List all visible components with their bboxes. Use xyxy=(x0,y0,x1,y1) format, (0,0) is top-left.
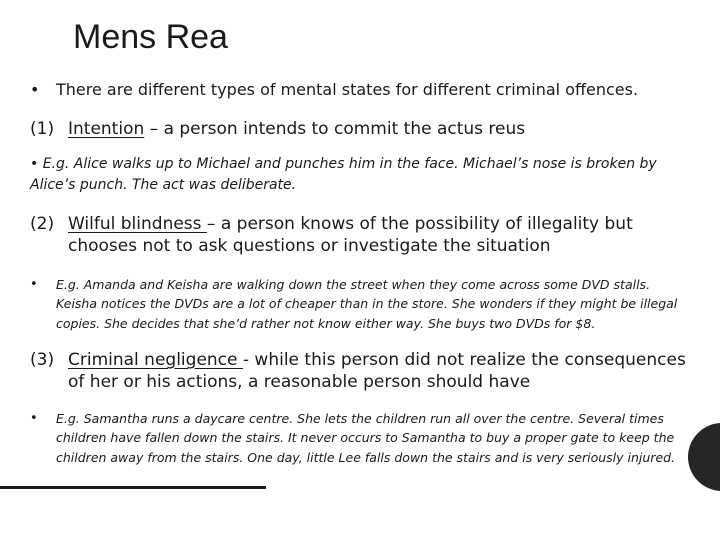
section-wilful-blindness-heading xyxy=(30,213,706,257)
section-criminal-negligence-example xyxy=(30,409,706,467)
page-title: Mens Rea xyxy=(73,18,228,56)
example-text: E.g. Samantha runs a daycare centre. She lets the children run all over the centre. Several times children have fallen down the stairs. It never occurs to Samantha to buy a proper gate to keep the children away from the stairs. One day, little Lee falls down the stairs and is very seriously injured. xyxy=(56,411,676,465)
section-intention-heading xyxy=(30,118,706,140)
section-number: (2) xyxy=(30,214,55,234)
intro-bullet xyxy=(30,80,706,101)
section-criminal-negligence-heading xyxy=(30,349,706,393)
bullet-icon: • xyxy=(30,80,40,99)
bullet-icon: • xyxy=(30,156,39,172)
section-number: (3) xyxy=(30,350,55,370)
bullet-icon: • xyxy=(30,411,38,426)
section-term: Criminal negligence xyxy=(68,350,243,370)
section-number: (1) xyxy=(30,119,55,139)
example-text: E.g. Amanda and Keisha are walking down the street when they come across some DVD stalls. Keisha notices the DVDs are a lot of cheaper than in the store. She wonders if they might be illegal copies. She decides that she’d rather not know either way. She buys two DVDs for $8. xyxy=(56,277,678,331)
example-text: E.g. Alice walks up to Michael and punches him in the face. Michael’s nose is broken by Alice’s punch. The act was deliberate. xyxy=(30,156,657,193)
section-term: Wilful blindness xyxy=(68,214,207,234)
section-definition: – a person intends to commit the actus reus xyxy=(144,119,526,139)
section-definition: – a person knows of the possibility of illegality but chooses not to ask questions or investigate the situation xyxy=(68,214,633,257)
section-wilful-blindness-example xyxy=(30,275,692,333)
bullet-icon: • xyxy=(30,277,38,292)
section-definition: - while this person did not realize the consequences of her or his actions, a reasonable person should have xyxy=(68,350,686,393)
section-term: Intention xyxy=(68,119,145,139)
section-intention-example xyxy=(30,154,678,196)
intro-text: There are different types of mental states for different criminal offences. xyxy=(56,80,639,99)
footer-divider xyxy=(0,486,266,489)
